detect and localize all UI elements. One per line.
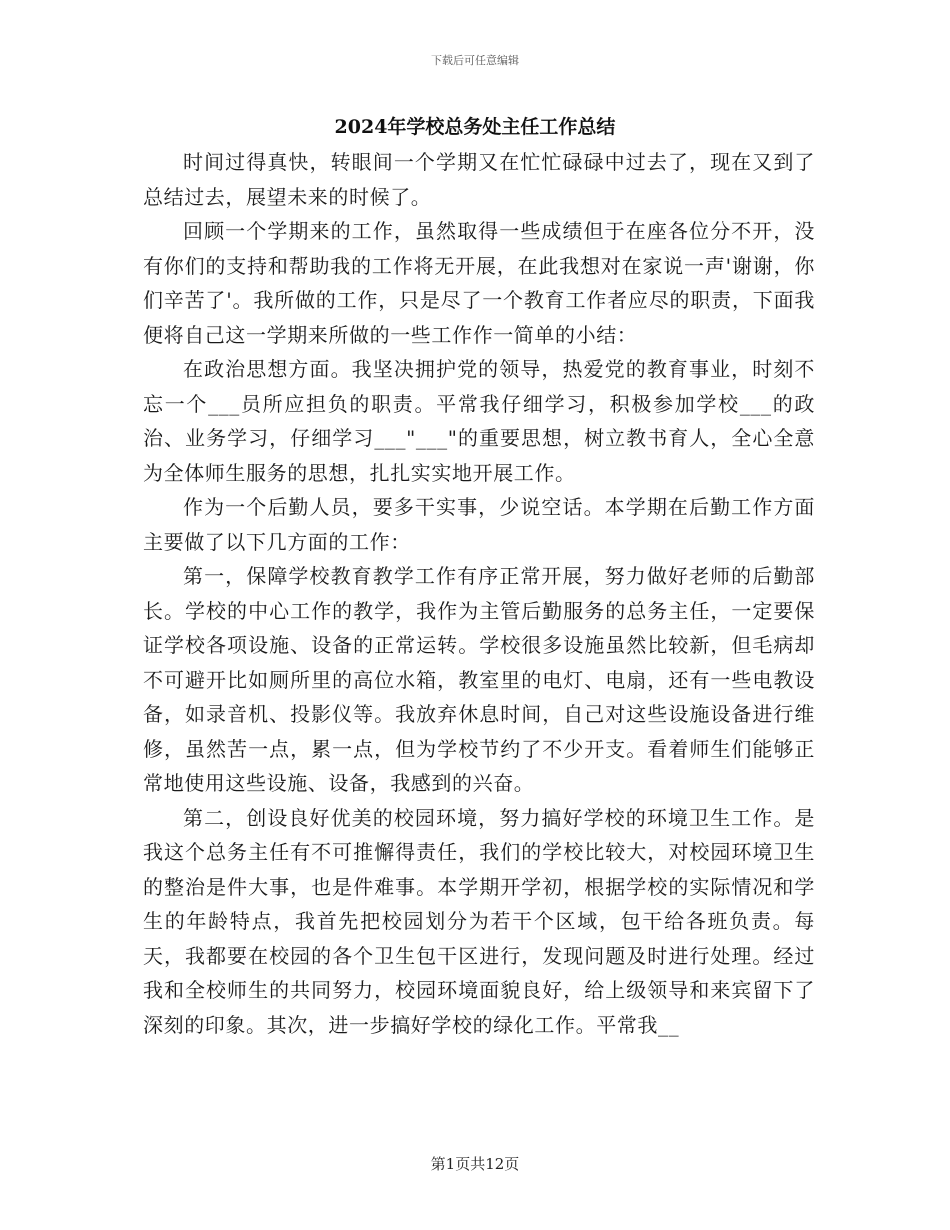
paragraph: 回顾一个学期来的工作，虽然取得一些成绩但于在座各位分不开，没有你们的支持和帮助我的工作将无开展，在此我想对在家说一声'谢谢，你们辛苦了'。我所做的工作，只是尽了一个教育工作者应尽的职责，下面我便将自己这一学期来所做的一些工作作一简单的小结：: [143, 219, 815, 347]
page-indicator: 第1页共12页: [430, 1155, 520, 1173]
paragraph: 时间过得真快，转眼间一个学期又在忙忙碌碌中过去了，现在又到了总结过去，展望未来的时候了。: [143, 150, 815, 209]
document-title: 2024年学校总务处主任工作总结: [334, 116, 616, 138]
document-body: [143, 145, 815, 1042]
paragraph: 作为一个后勤人员，要多干实事，少说空话。本学期在后勤工作方面主要做了以下几方面的工作：: [143, 495, 815, 554]
paragraph: 在政治思想方面。我坚决拥护党的领导，热爱党的教育事业，时刻不忘一个___员所应担负的职责。平常我仔细学习，积极参加学校___的政治、业务学习，仔细学习___"___"的重要思想，树立教书育人，全心全意为全体师生服务的思想，扎扎实实地开展工作。: [143, 357, 815, 485]
header-note: 下载后可任意编辑: [431, 54, 519, 67]
paragraph: 第一，保障学校教育教学工作有序正常开展，努力做好老师的后勤部长。学校的中心工作的教学，我作为主管后勤服务的总务主任，一定要保证学校各项设施、设备的正常运转。学校很多设施虽然比较新，但毛病却不可避开比如厕所里的高位水箱，教室里的电灯、电扇，还有一些电教设备，如录音机、投影仪等。我放弃休息时间，自己对这些设施设备进行维修，虽然苦一点，累一点，但为学校节约了不少开支。看着师生们能够正常地使用这些设施、设备，我感到的兴奋。: [143, 564, 815, 795]
paragraph: 第二，创设良好优美的校园环境，努力搞好学校的环境卫生工作。是我这个总务主任有不可推懈得责任，我们的学校比较大，对校园环境卫生的整治是件大事，也是件难事。本学期开学初，根据学校的实际情况和学生的年龄特点，我首先把校园划分为若干个区域，包干给各班负责。每天，我都要在校园的各个卫生包干区进行，发现问题及时进行处理。经过我和全校师生的共同努力，校园环境面貌良好，给上级领导和来宾留下了深刻的印象。其次，进一步搞好学校的绿化工作。平常我__: [143, 805, 815, 1037]
